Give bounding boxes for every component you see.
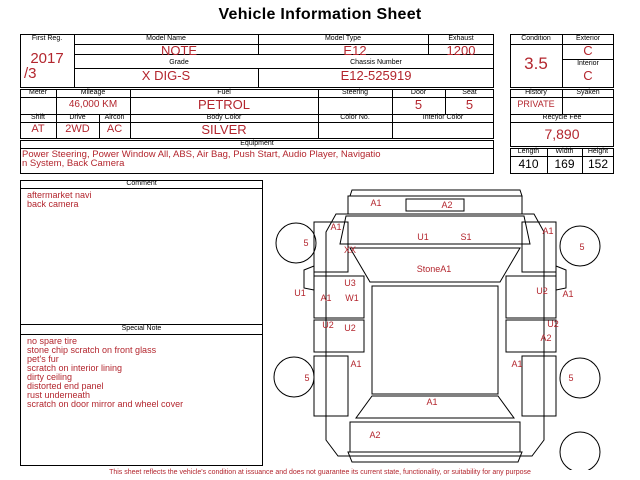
model-name-label: Model Name (146, 35, 186, 42)
exterior-grade: C (583, 43, 593, 58)
special-note-line-3: pet's fur (27, 354, 59, 364)
special-note-line-8: scratch on door mirror and wheel cover (27, 399, 184, 409)
special-note-line-5: dirty ceiling (27, 372, 73, 382)
width-label: Width (555, 148, 574, 155)
special-note-line-4: scratch on interior lining (27, 363, 123, 373)
mark-left-rear-u2a: U2 (322, 320, 334, 330)
comment-line-1: aftermarket navi (27, 190, 92, 200)
grade-value: X DIG-S (141, 68, 191, 83)
mark-right-quarter-a1: A1 (511, 359, 523, 369)
sheet-title: Vehicle Information Sheet (218, 6, 422, 23)
chassis-value: E12-525919 (340, 68, 412, 83)
width-value: 169 (554, 157, 575, 171)
right-front-door (506, 276, 556, 318)
height-value: 152 (587, 157, 609, 171)
mark-left-door-w1: W1 (345, 293, 359, 303)
car-damage-diagram (270, 180, 620, 470)
meter-label: Meter (29, 89, 47, 96)
special-note-line-7: rust underneath (27, 390, 91, 400)
model-name: NOTE (160, 43, 198, 58)
right-mirror (556, 266, 566, 290)
body-outline (326, 214, 544, 456)
left-mirror (304, 266, 314, 290)
footer-disclaimer: This sheet reflects the vehicle's condition at issuance and does not guarantee its current state, functionality, or suitability for any purpose (109, 469, 531, 476)
history-value: PRIVATE (517, 99, 555, 109)
exterior-label: Exterior (575, 35, 601, 42)
special-note-line-6: distorted end panel (27, 381, 104, 391)
first-reg-label: First Reg. (31, 35, 63, 42)
seat-label: Seat (462, 89, 477, 96)
mark-right-rear-a2: A2 (540, 333, 552, 343)
steering-label: Steering (341, 89, 369, 96)
shift-label: Shift (30, 114, 45, 121)
spare-wheel (560, 432, 600, 470)
mark-front-bumper-a2: A2 (441, 200, 453, 210)
seat-value: 5 (465, 97, 474, 112)
comment-label: Comment (126, 180, 157, 187)
fuel-label: Fuel (217, 89, 231, 96)
mark-hood-s1: S1 (460, 232, 472, 242)
syaken-label: Syaken (576, 89, 600, 96)
model-type: E12 (343, 43, 367, 58)
height-label: Height (587, 148, 609, 155)
equipment-label: Equipment (240, 140, 274, 147)
exhaust-value: 1200 (446, 43, 476, 58)
chassis-label: Chassis Number (350, 59, 402, 66)
length-value: 410 (518, 157, 539, 171)
mark-left-rear-u2b: U2 (344, 323, 356, 333)
hood-outline (340, 216, 530, 244)
history-label: History (525, 89, 547, 96)
mark-hood-xx: XX (343, 245, 357, 255)
aircon-value: AC (106, 123, 123, 135)
mark-rear-bumper-a1: A1 (426, 397, 438, 407)
comment-box (20, 180, 263, 466)
mark-left-u1: U1 (294, 288, 306, 298)
mark-rear-lower-a2: A2 (369, 430, 381, 440)
mark-wheel-fr: 5 (579, 242, 585, 252)
mark-hood-u1: U1 (417, 232, 429, 242)
mark-right-rear-u2: U2 (547, 319, 559, 329)
drive-label: Drive (69, 114, 86, 121)
special-note-label: Special Note (121, 325, 162, 332)
equipment-line-2: n System, Back Camera (22, 158, 125, 169)
front-plate (406, 199, 464, 211)
door-value: 5 (414, 97, 423, 112)
mark-front-bumper-a1: A1 (370, 198, 382, 208)
body-color-label: Body Color (206, 114, 242, 121)
interior-grade: C (583, 68, 593, 83)
door-label: Door (410, 89, 427, 96)
fuel-value: PETROL (197, 97, 250, 112)
mark-wheel-rl: 5 (304, 373, 310, 383)
mark-windshield: StoneA1 (416, 264, 452, 274)
mark-wheel-rr: 5 (568, 373, 574, 383)
mark-right-door-a1: A1 (562, 289, 574, 299)
shift-value: AT (31, 123, 45, 135)
mark-right-door-u2: U2 (536, 286, 548, 296)
exhaust-label: Exhaust (448, 35, 474, 42)
mark-left-fender-a1: A1 (330, 222, 342, 232)
mileage-label: Mileage (80, 89, 106, 96)
wheel-rear-right (560, 358, 600, 398)
mark-left-u3: U3 (344, 278, 356, 288)
equipment-line-1: Power Steering, Power Window All, ABS, Air Bag, Push Start, Audio Player, Navigatio (22, 149, 381, 160)
special-note-line-1: no spare tire (27, 336, 78, 346)
condition-grade: 3.5 (524, 54, 548, 73)
mark-right-fender-a1: A1 (542, 226, 554, 236)
special-note-line-2: stone chip scratch on front glass (27, 345, 157, 355)
recycle-fee-label: Recycle Fee (542, 114, 582, 121)
color-no-label: Color No. (340, 114, 370, 121)
mark-left-quarter-a1: A1 (350, 359, 362, 369)
roof (372, 286, 498, 394)
mark-wheel-fl: 5 (303, 238, 309, 248)
interior-color-label: Interior Color (422, 114, 464, 121)
comment-line-2: back camera (27, 199, 79, 209)
length-label: Length (517, 148, 540, 155)
body-color-value: SILVER (201, 122, 247, 137)
front-bumper-outline (350, 190, 522, 196)
wheel-front-left (276, 223, 316, 263)
mileage-value: 46,000 KM (68, 99, 118, 110)
first-reg-year: 2017 (30, 50, 64, 67)
right-quarter (522, 356, 556, 416)
interior-label: Interior (577, 60, 599, 67)
condition-label: Condition (521, 35, 551, 42)
recycle-fee-value: 7,890 (544, 126, 580, 142)
model-type-label: Model Type (324, 35, 362, 42)
rear-lower (348, 452, 522, 462)
mark-left-door-a1: A1 (320, 293, 332, 303)
drive-value: 2WD (65, 123, 90, 135)
first-reg-month: /3 (24, 65, 37, 82)
aircon-label: Aircon (104, 114, 125, 121)
left-quarter (314, 356, 348, 416)
grade-label: Grade (169, 59, 189, 66)
